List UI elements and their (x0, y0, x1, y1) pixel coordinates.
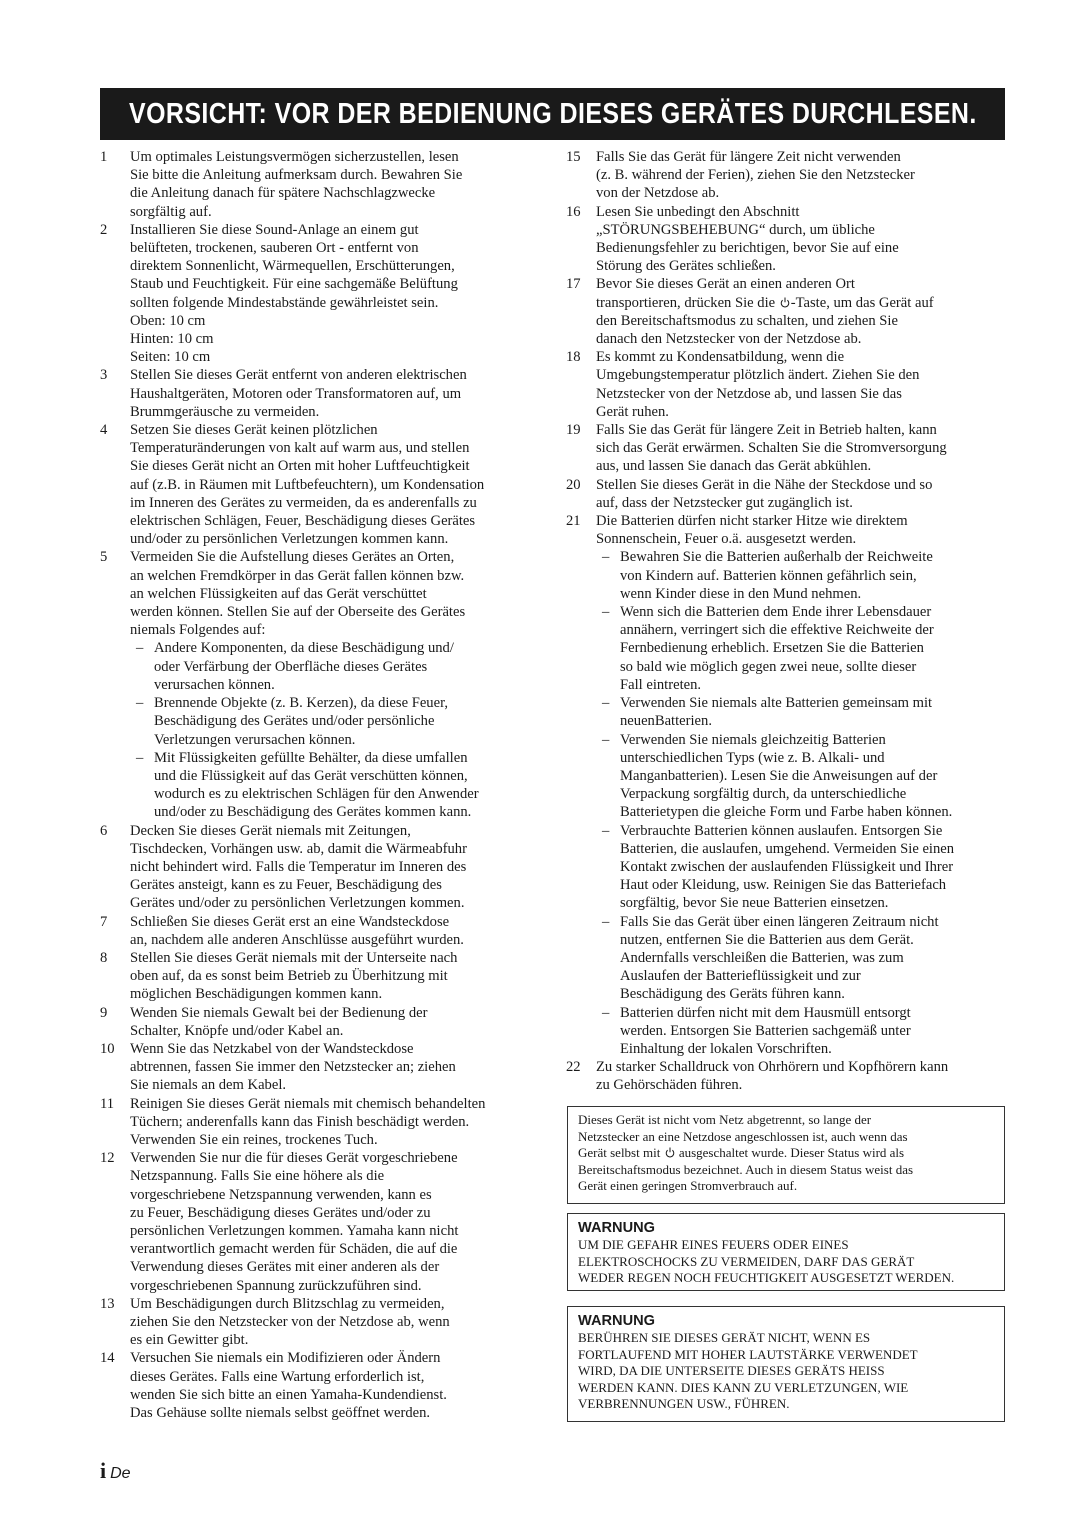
item-line: Die Batterien dürfen nicht starker Hitze wie direktem (596, 513, 908, 530)
sub-item-line: neuenBatterien. (620, 713, 712, 730)
warning-line: UM DIE GEFAHR EINES FEUERS ODER EINES (578, 1237, 849, 1252)
standby-notice-box (567, 1106, 1005, 1204)
item-number: 11 (100, 1095, 115, 1112)
sub-item (132, 639, 540, 694)
item-number: 2 (100, 221, 108, 238)
item-line: Tüchern; anderenfalls kann das Finish beschädigt werden. (130, 1113, 470, 1130)
item-line: Umgebungstemperatur plötzlich ändert. Ziehen Sie den (596, 367, 920, 384)
item-line: Gerätes und/oder zu persönlichen Verletzungen kommen. (130, 895, 465, 912)
item-number: 17 (566, 276, 581, 293)
list-item (566, 421, 1006, 476)
item-number: 12 (100, 1150, 115, 1167)
item-line: Schalter, Knöpfe und/oder Kabel an. (130, 1022, 344, 1039)
item-line: Haushaltgeräten, Motoren oder Transformatoren auf, um (130, 385, 462, 402)
item-number: 1 (100, 149, 108, 165)
sub-item-line: annähern, verringert sich die effektive Reichweite der (620, 622, 934, 639)
sub-item-line: Batterietypen die gleiche Form und Farbe haben können. (620, 804, 953, 821)
item-line: von der Netzdose ab. (596, 185, 720, 202)
right-column (566, 148, 1006, 1095)
item-line: Störung des Gerätes schließen. (596, 258, 776, 275)
item-line: Wenn Sie das Netzkabel von der Wandsteckdose (130, 1040, 414, 1057)
item-number: 4 (100, 422, 108, 439)
item-line: Stellen Sie dieses Gerät entfernt von anderen elektrischen (130, 367, 467, 384)
left-column (100, 148, 540, 1422)
sub-item (598, 913, 1006, 1004)
sub-item-line: oder Verfärbung der Oberfläche dieses Gerätes (154, 658, 428, 675)
item-line: im Inneren des Gerätes zu vermeiden, da es anderenfalls zu (130, 494, 477, 511)
sub-item-line: Batterien dürfen nicht mit dem Hausmüll entsorgt (620, 1004, 911, 1021)
power-icon (665, 1147, 675, 1158)
item-line: Tischdecken, Vorhängen usw. ab, damit die Wärmeabfuhr (130, 840, 467, 857)
notice-line: Bereitschaftsmodus bezeichnet. Auch in diesem Status weist das (578, 1161, 914, 1177)
dash-bullet: – (136, 640, 144, 657)
warning-box-heat (567, 1306, 1005, 1422)
item-line: abtrennen, fassen Sie immer den Netzstecker an; ziehen (130, 1059, 456, 1076)
warning-line: ELEKTROSCHOCKS ZU VERMEIDEN, DARF DAS GERÄT (578, 1253, 915, 1269)
sub-item (598, 548, 1006, 603)
warning-title: WARNUNG (578, 1313, 656, 1329)
sub-item-line: verursachen können. (154, 676, 275, 693)
dash-bullet: – (136, 695, 144, 712)
sub-item-line: Wenn sich die Batterien dem Ende ihrer Lebensdauer (620, 604, 932, 621)
item-line: den Bereitschaftsmodus zu schalten, und ziehen Sie (596, 312, 898, 329)
power-icon (780, 297, 790, 308)
sub-item-line: Auslaufen der Batterieflüssigkeit und zur (620, 968, 861, 985)
dash-bullet: – (136, 749, 144, 766)
notice-text: ausgeschaltet wurde. Dieser Status wird als (675, 1145, 905, 1161)
sub-item-line: Einhaltung der lokalen Vorschriften. (620, 1040, 832, 1057)
item-number: 8 (100, 949, 108, 966)
sub-item-line: wenn Kinder diese in den Mund nehmen. (620, 585, 862, 602)
item-line: Brummgeräusche zu vermeiden. (130, 403, 320, 420)
list-item (100, 221, 540, 367)
item-number: 21 (566, 513, 581, 530)
item-line: Netzstecker von der Netzdose ab, und lassen Sie das (596, 385, 902, 402)
item-line: Verwendung dieses Gerätes mit einer anderen als der (130, 1259, 440, 1276)
item-line: danach den Netzstecker von der Netzdose ab. (596, 331, 862, 348)
dash-bullet: – (602, 695, 610, 712)
item-line: Verwenden Sie ein reines, trockenes Tuch. (130, 1131, 378, 1148)
sub-item (598, 1004, 1006, 1059)
item-line: Reinigen Sie dieses Gerät niemals mit chemisch behandelten (130, 1095, 486, 1112)
item-line: „STÖRUNGSBEHEBUNG“ durch, um übliche (596, 221, 875, 238)
list-item (100, 1349, 540, 1422)
item-line: an, nachdem alle anderen Anschlüsse ausgeführt wurden. (130, 931, 464, 948)
notice-line: Dieses Gerät ist nicht vom Netz abgetrennt, so lange der (578, 1112, 872, 1127)
item-line: Staub und Feuchtigkeit. Für eine sachgemäße Belüftung (130, 276, 458, 293)
sub-item-line: Verpackung sorgfältig durch, da unterschiedliche (620, 786, 907, 803)
sub-item (132, 694, 540, 749)
item-number: 5 (100, 549, 108, 566)
item-number: 18 (566, 349, 581, 366)
list-item (100, 1149, 540, 1295)
list-item (566, 1058, 1006, 1094)
item-line: elektrischen Schlägen, Feuer, Beschädigung dieses Gerätes (130, 513, 476, 530)
language-code: De (110, 1465, 131, 1482)
sub-item (132, 749, 540, 822)
sub-item (598, 731, 1006, 822)
list-item (566, 275, 1006, 348)
list-item (566, 476, 1006, 512)
notice-line: Netzstecker an eine Netzdose angeschlossen ist, auch wenn das (578, 1128, 908, 1144)
item-line: es ein Gewitter gibt. (130, 1332, 249, 1349)
item-line: möglichen Beschädigungen kommen kann. (130, 986, 383, 1003)
sub-item-line: Verwenden Sie niemals alte Batterien gemeinsam mit (620, 695, 933, 712)
sub-item-line: Falls Sie das Gerät über einen längeren Zeitraum nicht (620, 913, 939, 930)
dash-bullet: – (602, 549, 610, 566)
sub-item-line: unterschiedlichen Typs (wie z. B. Alkali- und (620, 749, 885, 766)
item-line: an welchen Fremdkörper in das Gerät fallen können bzw. (130, 567, 465, 584)
item-line: Vermeiden Sie die Aufstellung dieses Gerätes an Orten, (130, 549, 455, 566)
item-number: 20 (566, 476, 581, 493)
item-line: zu Feuer, Beschädigung dieses Gerätes und/oder zu (130, 1204, 431, 1221)
item-line: Um optimales Leistungsvermögen sicherzustellen, lesen (130, 149, 459, 165)
item-line: Stellen Sie dieses Gerät in die Nähe der Steckdose und so (596, 476, 933, 493)
item-line: Sie dieses Gerät nicht an Orten mit hoher Luftfeuchtigkeit (130, 458, 470, 475)
item-number: 7 (100, 913, 108, 930)
list-item (100, 366, 540, 421)
list-item (566, 203, 1006, 276)
item-line: Schließen Sie dieses Gerät erst an eine Wandsteckdose (130, 913, 450, 930)
item-line: Decken Sie dieses Gerät niemals mit Zeitungen, (130, 822, 411, 839)
item-line: vorgeschriebene Netzspannung verwenden, kann es (130, 1186, 432, 1203)
list-item (100, 1040, 540, 1095)
item-line: auf, dass der Netzstecker gut zugänglich ist. (596, 494, 853, 511)
dash-bullet: – (602, 604, 610, 621)
item-text: -Taste, um das Gerät auf (790, 294, 934, 311)
item-line: Installieren Sie diese Sound-Anlage an einem gut (130, 221, 419, 238)
sub-item-line: von Kindern auf. Batterien können gefährlich sein, (620, 567, 917, 584)
item-line: auf (z.B. in Räumen mit Luftbefeuchtern), um Kondensation (130, 476, 485, 493)
item-line: Bevor Sie dieses Gerät an einen anderen Ort (596, 276, 855, 293)
item-number: 9 (100, 1004, 108, 1021)
item-line: Falls Sie das Gerät für längere Zeit in Betrieb halten, kann (596, 422, 937, 439)
item-number: 3 (100, 367, 108, 384)
item-line: Falls Sie das Gerät für längere Zeit nicht verwenden (596, 149, 901, 165)
list-item (566, 348, 1006, 421)
item-line: Versuchen Sie niemals ein Modifizieren oder Ändern (130, 1350, 441, 1367)
sub-item-line: Verbrauchte Batterien können auslaufen. Entsorgen Sie (620, 822, 943, 839)
list-item (100, 1095, 540, 1150)
sub-item-line: Beschädigung des Geräts führen kann. (620, 986, 845, 1003)
item-line: (z. B. während der Ferien), ziehen Sie den Netzstecker (596, 167, 915, 184)
notice-line (578, 1145, 994, 1162)
dash-bullet: – (602, 913, 610, 930)
item-line: Seiten: 10 cm (130, 349, 211, 366)
dash-bullet: – (602, 822, 610, 839)
item-line: direktem Sonnenlicht, Wärmequellen, Erschütterungen, (130, 258, 455, 275)
sub-item-line: und/oder zu Beschädigung des Gerätes kommen kann. (154, 804, 472, 821)
list-item (100, 1295, 540, 1350)
list-item (566, 512, 1006, 1058)
item-number: 15 (566, 149, 581, 165)
warning-box-fire (567, 1213, 1005, 1291)
item-line: Um Beschädigungen durch Blitzschlag zu vermeiden, (130, 1295, 445, 1312)
sub-item-line: wodurch es zu elektrischen Schlägen für den Anwender (154, 786, 479, 803)
list-item (100, 822, 540, 913)
item-line: belüfteten, trockenen, sauberen Ort - entfernt von (130, 240, 419, 257)
notice-text: Gerät selbst mit (578, 1145, 664, 1161)
item-line: Gerät ruhen. (596, 403, 669, 420)
warning-title: WARNUNG (578, 1220, 656, 1236)
list-item (100, 949, 540, 1004)
item-line: an welchen Flüssigkeiten auf das Gerät verschüttet (130, 585, 427, 602)
sub-item-line: Fernbedienung erheblich. Ersetzen Sie die Batterien (620, 640, 924, 657)
page-title: VORSICHT: VOR DER BEDIENUNG DIESES GERÄTES DURCHLESEN. (128, 97, 977, 130)
sub-item-line: Fall eintreten. (620, 676, 702, 693)
item-line: sich das Gerät erwärmen. Schalten Sie die Stromversorgung (596, 440, 947, 457)
sub-item-line: Verwenden Sie niemals gleichzeitig Batterien (620, 731, 886, 748)
sub-item-line: nutzen, entfernen Sie die Batterien aus dem Gerät. (620, 931, 914, 948)
sub-item-line: sorgfältig, bevor Sie neue Batterien einsetzen. (620, 895, 889, 912)
list-item (100, 421, 540, 548)
item-line: Oben: 10 cm (130, 312, 206, 329)
list-item (566, 148, 1006, 203)
item-line: Verwenden Sie nur die für dieses Gerät vorgeschriebene (130, 1150, 458, 1167)
sub-item-line: Brennende Objekte (z. B. Kerzen), da diese Feuer, (154, 695, 449, 712)
sub-item-line: werden. Entsorgen Sie Batterien sachgemäß unter (620, 1022, 911, 1039)
sub-item-line: Bewahren Sie die Batterien außerhalb der Reichweite (620, 549, 933, 566)
item-line: aus, und lassen Sie danach das Gerät abkühlen. (596, 458, 872, 475)
sub-item-line: und die Flüssigkeit auf das Gerät verschütten können, (154, 767, 468, 784)
warning-line: BERÜHREN SIE DIESES GERÄT NICHT, WENN ES (578, 1330, 871, 1345)
item-line: Hinten: 10 cm (130, 331, 214, 348)
sub-item-line: so bald wie möglich gegen zwei neue, sollte dieser (620, 658, 917, 675)
page-title-banner (100, 88, 1005, 140)
page-number: i (100, 1458, 107, 1483)
item-line: Sie niemals an dem Kabel. (130, 1077, 287, 1094)
item-line (596, 294, 1006, 312)
item-number: 6 (100, 822, 108, 839)
dash-bullet: – (602, 1004, 610, 1021)
sub-item-line: Haut oder Kleidung, usw. Reinigen Sie das Batteriefach (620, 877, 947, 894)
item-line: dieses Gerätes. Falls eine Wartung erforderlich ist, (130, 1368, 425, 1385)
list-item (100, 548, 540, 821)
item-line: die Anleitung danach für spätere Nachschlagzwecke (130, 185, 436, 202)
warning-line: FORTLAUFEND MIT HOHER LAUTSTÄRKE VERWENDET (578, 1346, 918, 1362)
item-line: zu Gehörschäden führen. (596, 1077, 743, 1094)
warning-line: WIRD, DA DIE UNTERSEITE DIESES GERÄTS HEISS (578, 1363, 885, 1379)
warning-line: WEDER REGEN NOCH FEUCHTIGKEIT AUSGESETZT WERDEN. (578, 1270, 955, 1286)
item-number: 16 (566, 203, 581, 220)
item-line: vorgeschriebenen Spannung zurückzuführen sind. (130, 1277, 422, 1294)
item-number: 22 (566, 1059, 581, 1076)
item-line: sollten folgende Mindestabstände gewährleistet sein. (130, 294, 439, 311)
item-line: Netzspannung. Falls Sie eine höhere als die (130, 1168, 385, 1185)
item-line: Das Gehäuse sollte niemals selbst geöffnet werden. (130, 1405, 431, 1422)
item-line: niemals Folgendes auf: (130, 622, 266, 639)
item-number: 19 (566, 422, 581, 439)
item-line: Bedienungsfehler zu berichtigen, bevor Sie auf eine (596, 240, 899, 257)
item-line: oben auf, da es sonst beim Betrieb zu Überhitzung mit (130, 968, 448, 985)
item-line: Wenden Sie niemals Gewalt bei der Bedienung der (130, 1004, 428, 1021)
sub-item-line: Verletzungen verursachen können. (154, 731, 356, 748)
item-line: ziehen Sie den Netzstecker von der Netzdose ab, wenn (130, 1314, 450, 1330)
warning-line: VERBRENNUNGEN USW., FÜHREN. (578, 1396, 790, 1412)
item-line: wenden Sie sich bitte an einen Yamaha-Kundendienst. (130, 1386, 447, 1403)
sub-item (598, 694, 1006, 730)
item-line: persönlichen Verletzungen kommen. Yamaha kann nicht (130, 1222, 459, 1239)
sub-item-line: Kontakt zwischen der auslaufenden Flüssigkeit und Ihrer (620, 858, 954, 875)
item-number: 13 (100, 1295, 115, 1312)
item-line: werden können. Stellen Sie auf der Oberseite des Gerätes (130, 604, 466, 621)
list-item (100, 913, 540, 949)
item-line: Stellen Sie dieses Gerät niemals mit der Unterseite nach (130, 949, 458, 966)
warning-line: WERDEN KANN. DIES KANN ZU VERLETZUNGEN, WIE (578, 1379, 909, 1395)
item-number: 10 (100, 1040, 115, 1057)
item-line: Es kommt zu Kondensatbildung, wenn die (596, 349, 845, 366)
item-line: Sie bitte die Anleitung aufmerksam durch. Bewahren Sie (130, 167, 463, 184)
item-line: Temperaturänderungen von kalt auf warm aus, und stellen (130, 440, 470, 457)
sub-item-line: Andere Komponenten, da diese Beschädigung und/ (154, 640, 454, 657)
item-text: transportieren, drücken Sie die (596, 294, 779, 311)
sub-item-line: Beschädigung des Gerätes und/oder persönliche (154, 713, 435, 730)
sub-item-line: Manganbatterien). Lesen Sie die Anweisungen auf der (620, 767, 938, 784)
page-footer (100, 1458, 131, 1484)
dash-bullet: – (602, 731, 610, 748)
item-line: und/oder zu persönlichen Verletzungen kommen kann. (130, 531, 449, 548)
sub-item-line: Batterien, die auslaufen, umgehend. Vermeiden Sie einen (620, 840, 955, 857)
sub-item (598, 822, 1006, 913)
list-item (100, 148, 540, 221)
item-line: verantwortlich gemacht werden für Schäden, die auf die (130, 1241, 458, 1258)
sub-item-line: Mit Flüssigkeiten gefüllte Behälter, da diese umfallen (154, 749, 468, 766)
sub-item-line: Andernfalls verschleißen die Batterien, was zum (620, 949, 904, 966)
item-number: 14 (100, 1350, 115, 1367)
list-item (100, 1004, 540, 1040)
item-line: Lesen Sie unbedingt den Abschnitt (596, 203, 800, 220)
sub-item (598, 603, 1006, 694)
item-line: Setzen Sie dieses Gerät keinen plötzlichen (130, 422, 378, 439)
item-line: nicht behindert wird. Falls die Temperatur im Inneren des (130, 858, 467, 875)
item-line: Sonnenschein, Feuer o.ä. ausgesetzt werden. (596, 531, 857, 548)
item-line: Zu starker Schalldruck von Ohrhörern und Kopfhörern kann (596, 1059, 949, 1076)
item-line: Gerätes ansteigt, kann es zu Feuer, Beschädigung des (130, 877, 442, 894)
notice-line: Gerät einen geringen Stromverbrauch auf. (578, 1178, 798, 1194)
item-line: sorgfältig auf. (130, 203, 212, 220)
